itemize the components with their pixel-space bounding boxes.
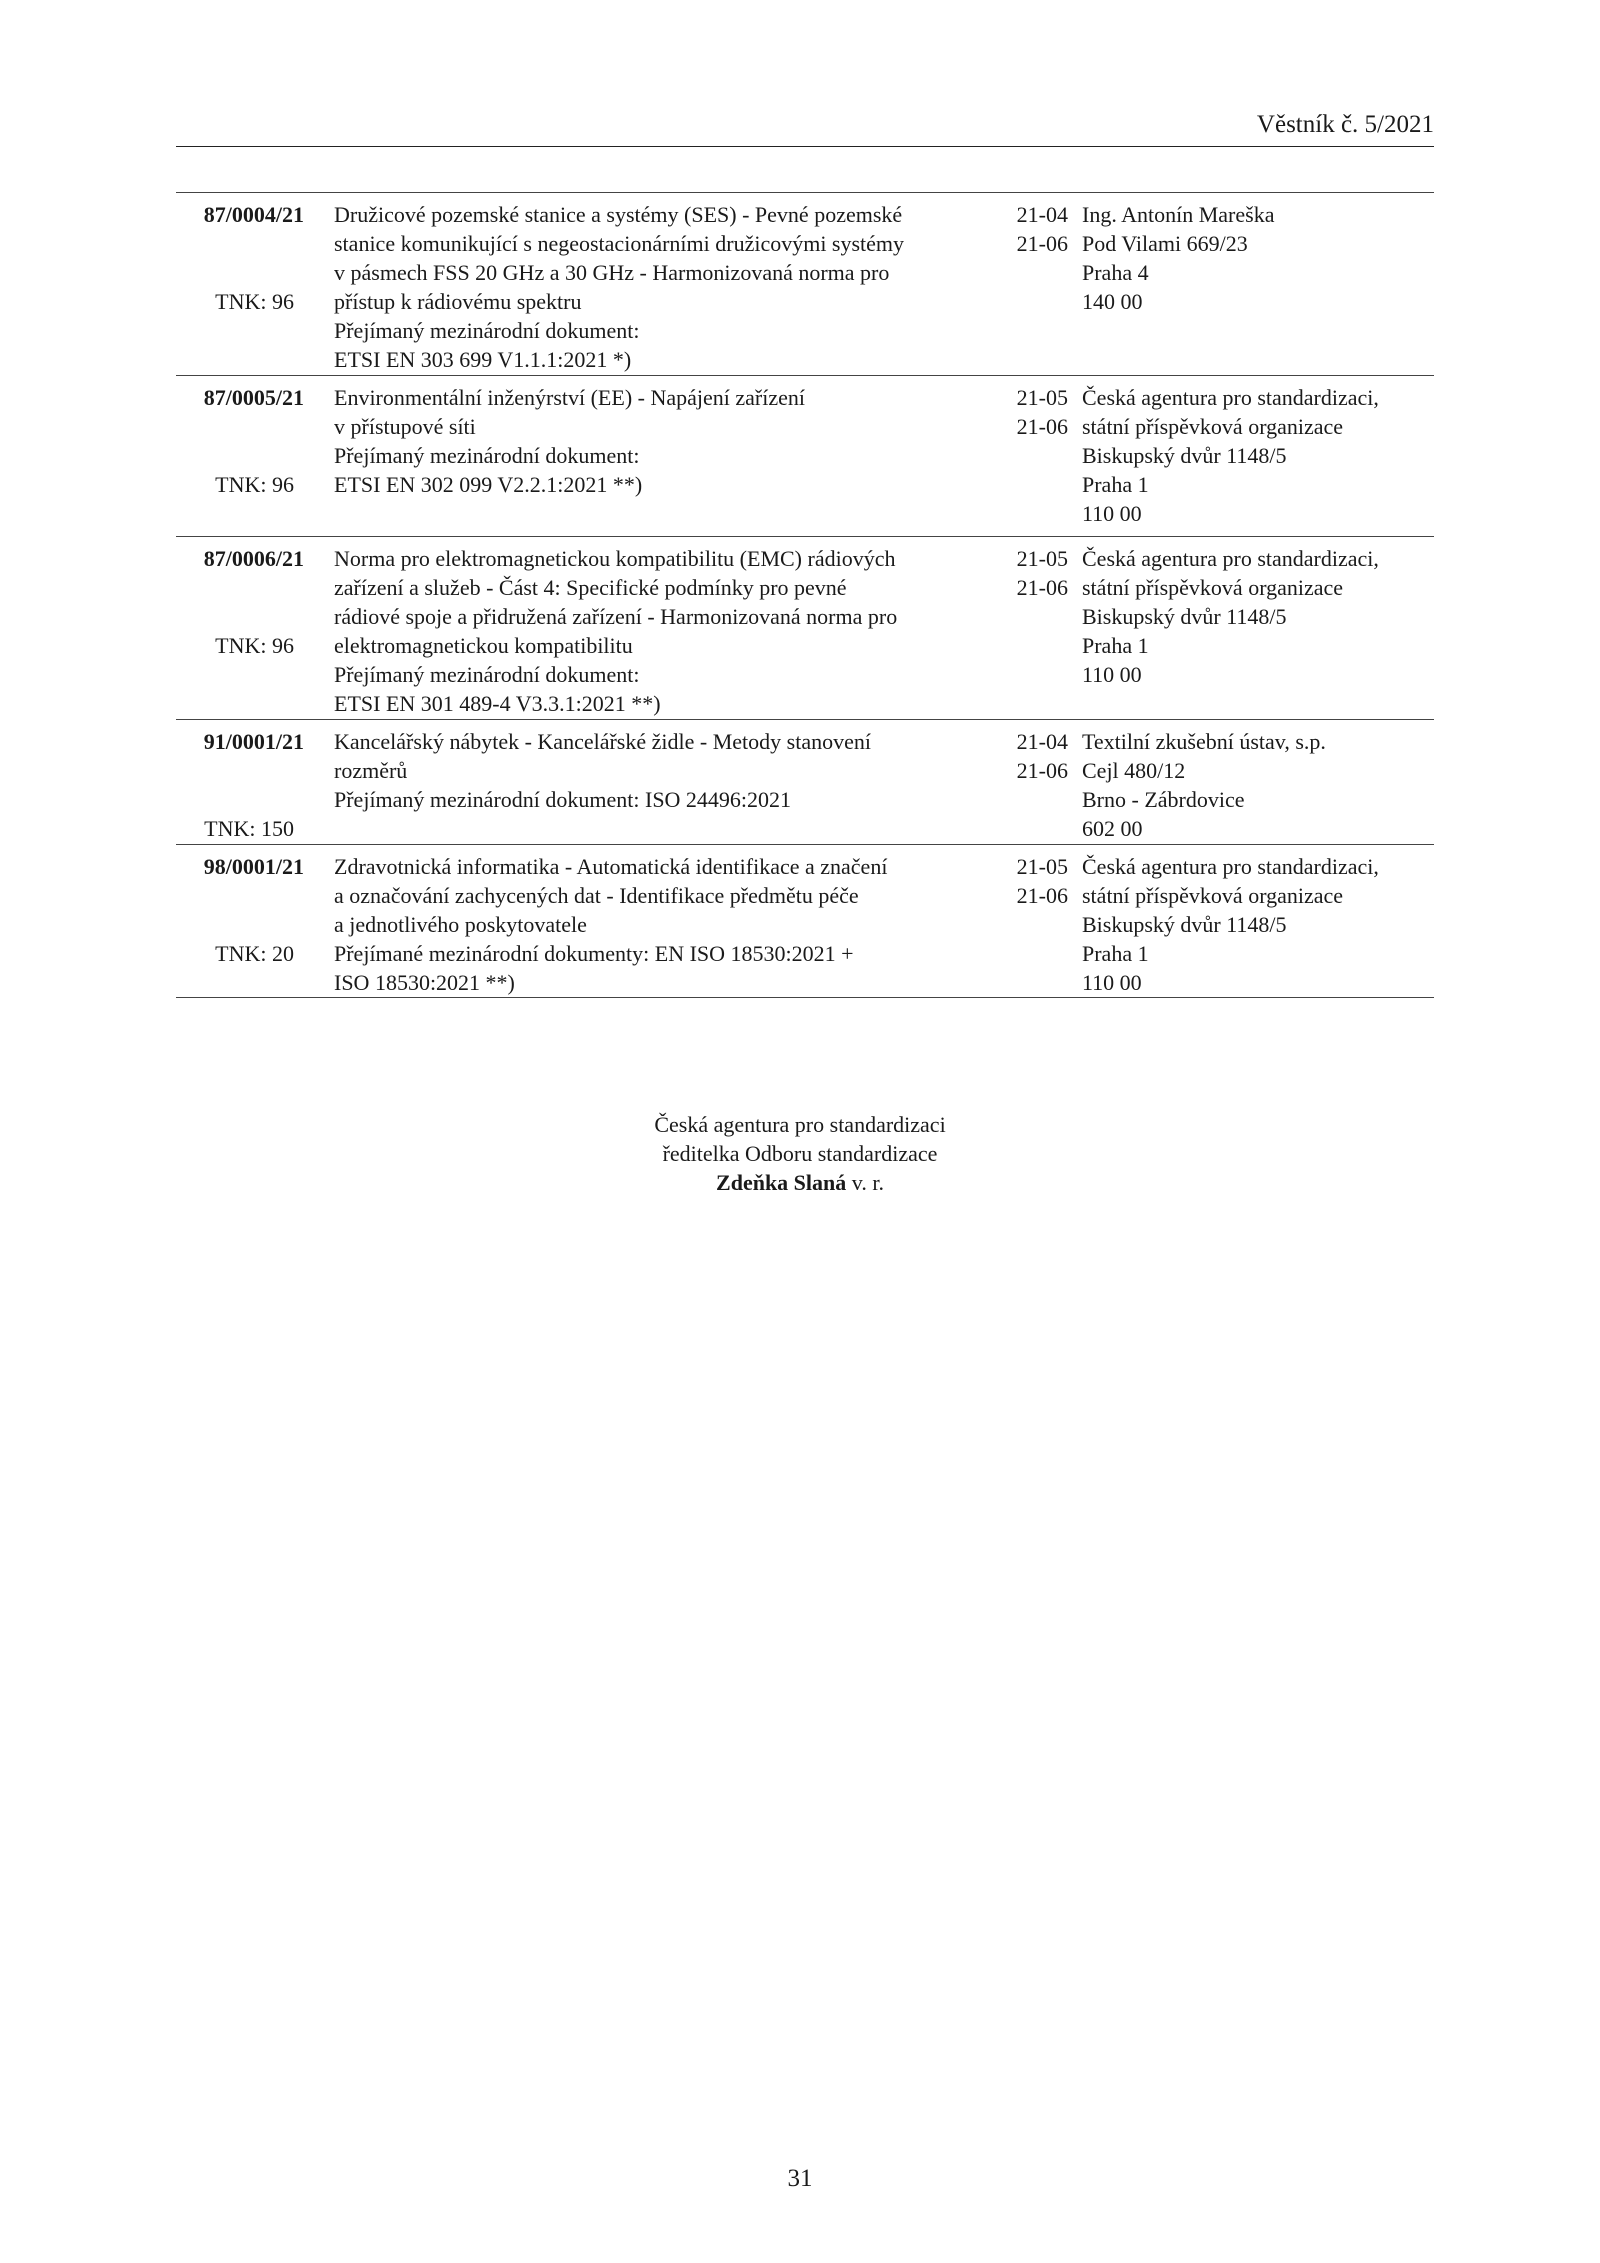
tnk-number: TNK: 96 [215, 633, 294, 658]
date-value: 21-06 [1016, 575, 1068, 600]
standard-code: 87/0004/21 [203, 202, 304, 227]
description-line: v pásmech FSS 20 GHz a 30 GHz - Harmonizovaná norma pro [334, 260, 890, 285]
date-value: 21-05 [1016, 385, 1068, 410]
tnk-number: TNK: 20 [215, 941, 294, 966]
description-line: ETSI EN 302 099 V2.2.1:2021 **) [334, 472, 643, 497]
date-value: 21-04 [1016, 729, 1068, 754]
contact-line: státní příspěvková organizace [1082, 575, 1344, 600]
contact-line: 110 00 [1082, 970, 1142, 995]
contact-line: Biskupský dvůr 1148/5 [1082, 604, 1287, 629]
signature-position: ředitelka Odboru standardizace [662, 1141, 938, 1166]
description-line: Norma pro elektromagnetickou kompatibilitu (EMC) rádiových [334, 546, 896, 571]
description-line: Environmentální inženýrství (EE) - Napájení zařízení [334, 385, 805, 410]
contact-line: Praha 4 [1082, 260, 1149, 285]
contact-line: Praha 1 [1082, 472, 1149, 497]
contact-line: 140 00 [1082, 289, 1143, 314]
signature-name: Zdeňka Slaná [716, 1170, 847, 1195]
bulletin-title: Věstník č. 5/2021 [1256, 111, 1434, 138]
date-value: 21-04 [1016, 202, 1068, 227]
date-value: 21-06 [1016, 414, 1068, 439]
date-value: 21-06 [1016, 883, 1068, 908]
contact-line: Biskupský dvůr 1148/5 [1082, 443, 1287, 468]
contact-line: Česká agentura pro standardizaci, [1082, 385, 1379, 410]
contact-line: státní příspěvková organizace [1082, 414, 1344, 439]
description-line: přístup k rádiovému spektru [334, 289, 582, 314]
signature-block [500, 1110, 1100, 1197]
signature-name-line [500, 1168, 1100, 1197]
date-value: 21-05 [1016, 854, 1068, 879]
page-header [176, 110, 1434, 147]
standard-description [334, 544, 984, 718]
description-line: ETSI EN 301 489-4 V3.3.1:2021 **) [334, 691, 661, 716]
date-value: 21-06 [1016, 758, 1068, 783]
contact-address [1082, 200, 1432, 316]
contact-line: 602 00 [1082, 816, 1143, 841]
contact-address [1082, 383, 1432, 528]
description-line: Přejímané mezinárodní dokumenty: EN ISO 18530:2021 + [334, 941, 854, 966]
description-line: v přístupové síti [334, 414, 476, 439]
date-value: 21-05 [1016, 546, 1068, 571]
dates [998, 200, 1068, 258]
table-row [176, 537, 1434, 720]
description-line: zařízení a služeb - Část 4: Specifické podmínky pro pevné [334, 575, 847, 600]
standard-code: 91/0001/21 [203, 729, 304, 754]
dates [998, 727, 1068, 785]
description-line: ETSI EN 303 699 V1.1.1:2021 *) [334, 347, 632, 372]
contact-line: Praha 1 [1082, 633, 1149, 658]
description-line: a označování zachycených dat - Identifikace předmětu péče [334, 883, 859, 908]
contact-line: Pod Vilami 669/23 [1082, 231, 1248, 256]
description-line: ISO 18530:2021 **) [334, 970, 515, 995]
contact-line: Česká agentura pro standardizaci, [1082, 546, 1379, 571]
page-number: 31 [787, 2165, 813, 2192]
contact-line: Praha 1 [1082, 941, 1149, 966]
standard-description [334, 200, 984, 374]
description-line: stanice komunikující s negeostacionárními družicovými systémy [334, 231, 905, 256]
description-line: Přejímaný mezinárodní dokument: [334, 443, 640, 468]
signature-organization: Česká agentura pro standardizaci [654, 1112, 946, 1137]
standard-description [334, 727, 984, 814]
description-line: Zdravotnická informatika - Automatická identifikace a značení [334, 854, 888, 879]
table-row [176, 720, 1434, 845]
description-line: Přejímaný mezinárodní dokument: [334, 318, 640, 343]
description-line: rádiové spoje a přidružená zařízení - Harmonizovaná norma pro [334, 604, 898, 629]
description-line: rozměrů [334, 758, 408, 783]
tnk-number: TNK: 150 [204, 816, 294, 841]
table-row [176, 376, 1434, 537]
description-line: a jednotlivého poskytovatele [334, 912, 587, 937]
contact-line: Česká agentura pro standardizaci, [1082, 854, 1379, 879]
contact-line: Textilní zkušební ústav, s.p. [1082, 729, 1326, 754]
table-row [176, 193, 1434, 376]
description-line: Kancelářský nábytek - Kancelářské židle - Metody stanovení [334, 729, 871, 754]
tnk-number: TNK: 96 [215, 289, 294, 314]
description-line: elektromagnetickou kompatibilitu [334, 633, 633, 658]
signature-suffix: v. r. [851, 1170, 884, 1195]
contact-line: Brno - Zábrdovice [1082, 787, 1245, 812]
standard-code: 98/0001/21 [203, 854, 304, 879]
date-value: 21-06 [1016, 231, 1068, 256]
contact-address [1082, 727, 1432, 843]
tnk-number: TNK: 96 [215, 472, 294, 497]
contact-line: státní příspěvková organizace [1082, 883, 1344, 908]
contact-address [1082, 544, 1432, 689]
dates [998, 544, 1068, 602]
dates [998, 383, 1068, 441]
standard-code: 87/0006/21 [203, 546, 304, 571]
contact-line: Cejl 480/12 [1082, 758, 1186, 783]
contact-line: 110 00 [1082, 662, 1142, 687]
contact-address [1082, 852, 1432, 997]
description-line: Přejímaný mezinárodní dokument: [334, 662, 640, 687]
standard-code: 87/0005/21 [203, 385, 304, 410]
standard-description [334, 383, 984, 499]
description-line: Přejímaný mezinárodní dokument: ISO 24496:2021 [334, 787, 792, 812]
description-line: Družicové pozemské stanice a systémy (SES) - Pevné pozemské [334, 202, 903, 227]
contact-line: 110 00 [1082, 501, 1142, 526]
contact-line: Ing. Antonín Mareška [1082, 202, 1275, 227]
dates [998, 852, 1068, 910]
standard-description [334, 852, 984, 997]
contact-line: Biskupský dvůr 1148/5 [1082, 912, 1287, 937]
table-row [176, 845, 1434, 998]
standards-table [176, 192, 1434, 998]
